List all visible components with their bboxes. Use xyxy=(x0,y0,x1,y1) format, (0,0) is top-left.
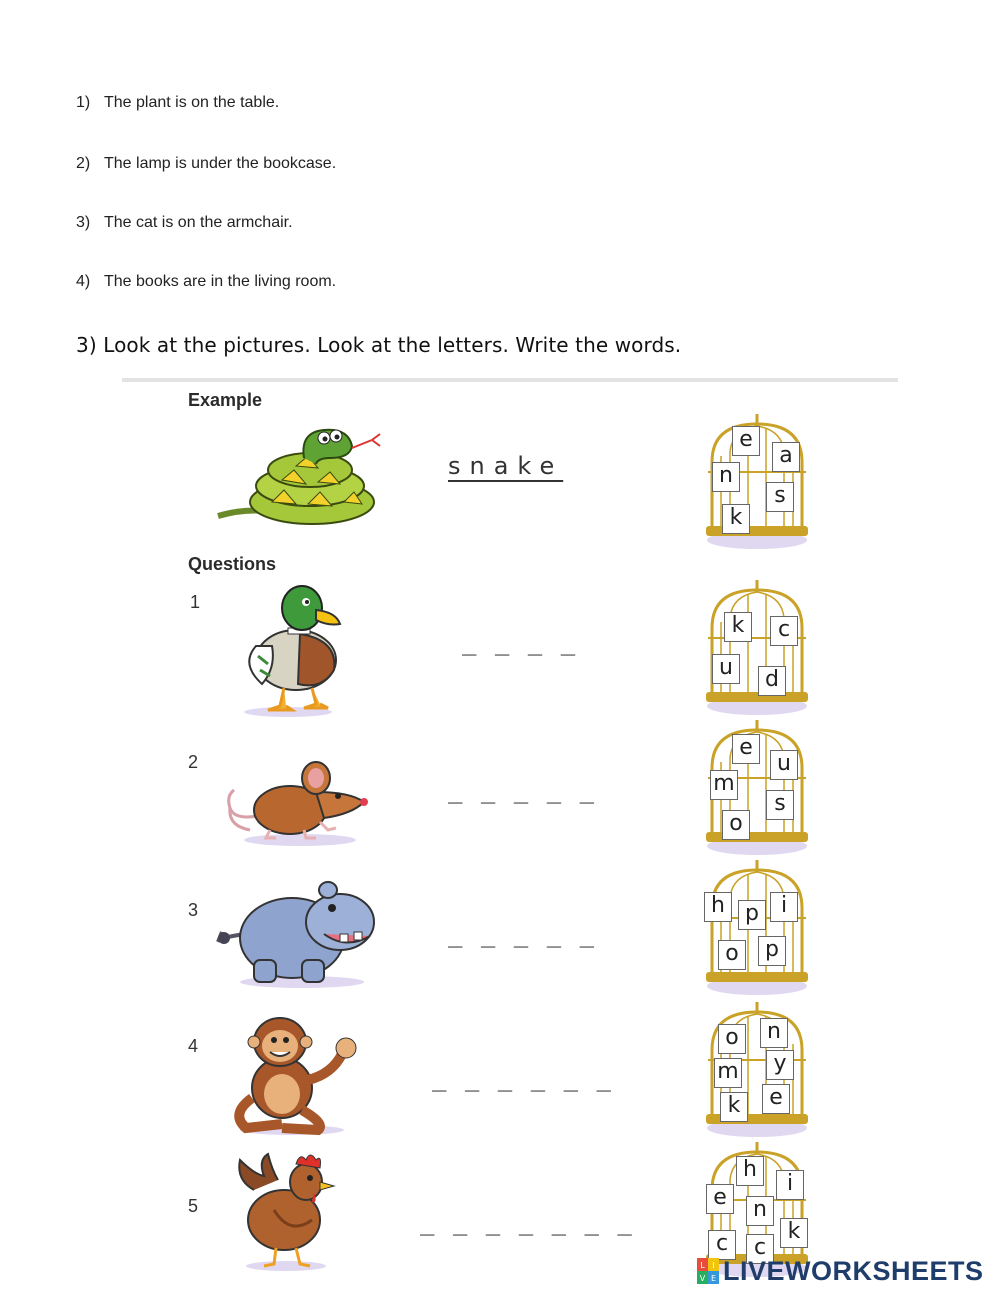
sentence-text: The lamp is under the bookcase. xyxy=(104,155,337,172)
question-number: 4 xyxy=(188,1036,199,1056)
cage-letter: k xyxy=(780,1218,808,1248)
exercise-instruction: Look at the pictures. Look at the letters. Write the words. xyxy=(103,333,682,357)
cage-letter: d xyxy=(758,666,786,696)
sentence-number: 2) xyxy=(76,155,91,172)
panel-top-border xyxy=(122,378,898,382)
cage-letter: e xyxy=(732,426,760,456)
exercise-number: 3) xyxy=(76,333,97,357)
answer-blanks[interactable]: _ _ _ _ xyxy=(462,628,578,656)
monkey-picture xyxy=(222,1014,368,1136)
hippo-picture xyxy=(216,876,384,990)
answer-blanks[interactable]: _ _ _ _ _ xyxy=(448,776,597,804)
chicken-picture xyxy=(234,1150,338,1272)
cage-letter: n xyxy=(712,462,740,492)
logo-text: LIVEWORKSHEETS xyxy=(723,1255,984,1286)
cage-letter: p xyxy=(738,900,766,930)
cage-letter: k xyxy=(724,612,752,642)
cage-letter: o xyxy=(722,810,750,840)
cage-letter: u xyxy=(712,654,740,684)
questions-label: Questions xyxy=(188,554,277,574)
cage-letter: e xyxy=(706,1184,734,1214)
sentence-number: 3) xyxy=(76,214,91,231)
cage-letter: u xyxy=(770,750,798,780)
letter-cage-4 xyxy=(702,1000,812,1140)
cage-letter: o xyxy=(718,1024,746,1054)
cage-letter: s xyxy=(766,482,794,512)
logo-cube-icon xyxy=(697,1258,719,1284)
cage-letter: m xyxy=(710,770,738,800)
sentence-text: The cat is on the armchair. xyxy=(104,214,293,231)
answer-blanks[interactable]: _ _ _ _ _ _ _ xyxy=(420,1208,634,1236)
sentence-3 xyxy=(76,214,293,232)
question-number: 1 xyxy=(190,592,201,612)
answer-blanks[interactable]: _ _ _ _ _ xyxy=(448,920,597,948)
cage-letter: e xyxy=(732,734,760,764)
question-number: 2 xyxy=(188,752,199,772)
birdcage-icon xyxy=(702,578,812,718)
question-number: 5 xyxy=(188,1196,199,1216)
cage-letter: s xyxy=(766,790,794,820)
cage-letter: m xyxy=(714,1058,742,1088)
cage-letter: k xyxy=(720,1092,748,1122)
logo-cube-letter: E xyxy=(710,1274,717,1283)
cage-letter: c xyxy=(770,616,798,646)
question-number: 3 xyxy=(188,900,199,920)
exercise-heading xyxy=(76,333,681,357)
sentence-number: 4) xyxy=(76,273,91,290)
sentence-2 xyxy=(76,155,336,173)
cage-letter: c xyxy=(746,1234,774,1264)
liveworksheets-logo xyxy=(697,1255,984,1287)
cage-letter: h xyxy=(736,1156,764,1186)
letter-cage-1 xyxy=(702,578,812,718)
sentence-number: 1) xyxy=(76,94,91,111)
snake-picture xyxy=(212,418,384,530)
letter-cage-2 xyxy=(702,718,812,858)
sentence-4 xyxy=(76,273,336,291)
sentence-1 xyxy=(76,94,279,112)
sentence-text: The plant is on the table. xyxy=(104,94,280,111)
cage-letter: o xyxy=(718,940,746,970)
cage-letter: c xyxy=(708,1230,736,1260)
mouse-picture xyxy=(220,756,370,848)
answer-blanks[interactable]: _ _ _ _ _ _ xyxy=(432,1064,613,1092)
cage-letter: i xyxy=(770,892,798,922)
cage-letter: y xyxy=(766,1050,794,1080)
duck-picture xyxy=(232,584,344,718)
sentence-text: The books are in the living room. xyxy=(104,273,337,290)
cage-letter: i xyxy=(776,1170,804,1200)
cage-letter: k xyxy=(722,504,750,534)
example-letter-cage xyxy=(702,412,812,552)
cage-letter: a xyxy=(772,442,800,472)
cage-letter: n xyxy=(760,1018,788,1048)
cage-letter: n xyxy=(746,1196,774,1226)
letter-cage-3 xyxy=(702,858,812,998)
logo-cube-letter: V xyxy=(699,1274,706,1283)
cage-letter: e xyxy=(762,1084,790,1114)
logo-cube-letter: L xyxy=(700,1261,705,1270)
example-label: Example xyxy=(188,390,263,410)
cage-letter: h xyxy=(704,892,732,922)
example-answer-word: snake xyxy=(448,452,564,480)
cage-letter: p xyxy=(758,936,786,966)
logo-cube-letter: I xyxy=(712,1261,715,1270)
